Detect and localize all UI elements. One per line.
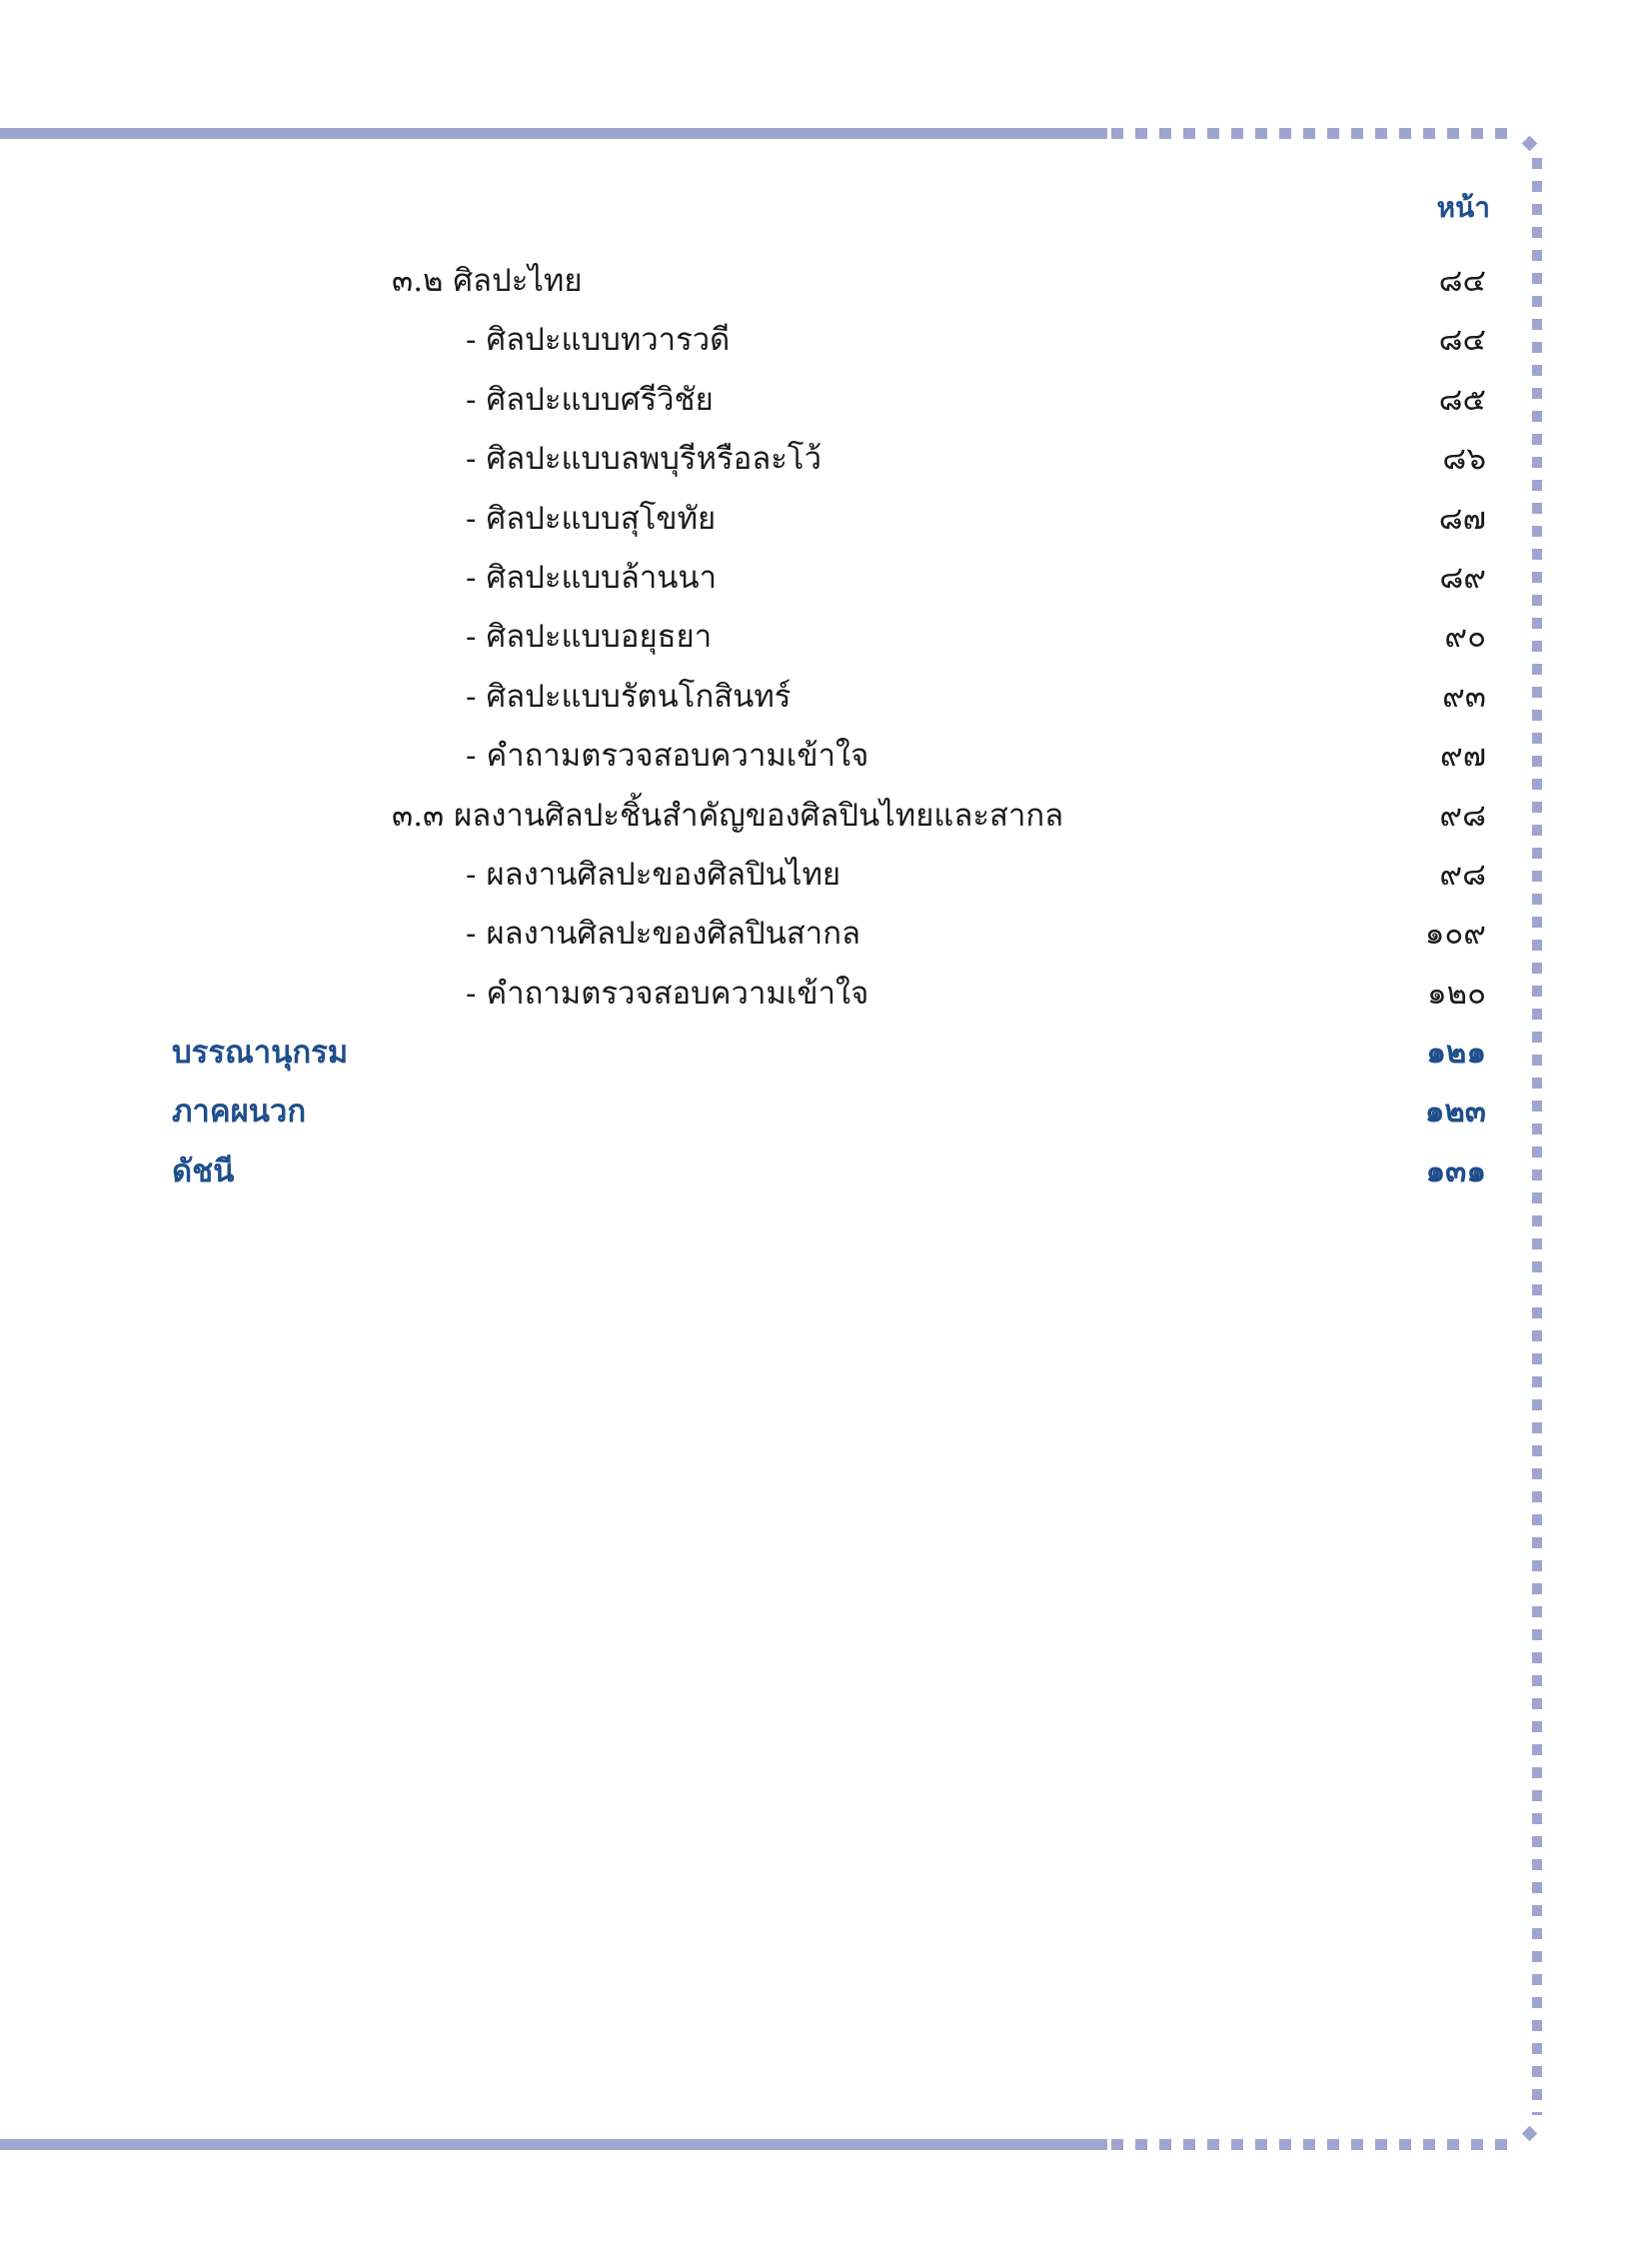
- toc-page-number: ๙๘: [1439, 856, 1486, 893]
- frame-top-line: [0, 128, 1107, 139]
- toc-page-number: ๘๔: [1438, 322, 1486, 359]
- toc-item-title: ผลงานศิลปะของศิลปินสากล: [486, 916, 860, 953]
- toc-item-title: ศิลปะแบบทวารวดี: [486, 322, 731, 359]
- toc-item[interactable]: [0, 608, 1652, 667]
- toc-item[interactable]: [0, 549, 1652, 608]
- toc-item-title: คำถามตรวจสอบความเข้าใจ: [486, 738, 869, 775]
- toc-back-title: ภาคผนวก: [172, 1094, 307, 1131]
- toc-item[interactable]: [0, 846, 1652, 905]
- section-number: ๓.๓: [392, 797, 445, 834]
- toc-section-label: [392, 252, 583, 311]
- toc-page-number: ๑๒๓: [1424, 1094, 1486, 1131]
- bullet-dash: -: [466, 738, 477, 775]
- toc-item[interactable]: [0, 965, 1652, 1024]
- bullet-dash: -: [466, 441, 477, 478]
- toc-item-title: ศิลปะแบบล้านนา: [486, 559, 718, 596]
- bullet-dash: -: [466, 678, 477, 715]
- toc-item[interactable]: [0, 490, 1652, 549]
- toc-item[interactable]: [0, 668, 1652, 727]
- bullet-dash: -: [466, 381, 477, 418]
- toc-back-appendix[interactable]: [0, 1083, 1652, 1141]
- bullet-dash: -: [466, 856, 477, 893]
- toc-page-number: ๘๕: [1438, 381, 1486, 418]
- bullet-dash: -: [466, 916, 477, 953]
- toc-page-number: ๑๓๑: [1425, 1152, 1486, 1189]
- toc-item-title: ผลงานศิลปะของศิลปินไทย: [486, 856, 841, 893]
- bullet-dash: -: [466, 619, 477, 656]
- toc-back-index[interactable]: [0, 1142, 1652, 1201]
- toc-page-number: ๙๗: [1439, 738, 1486, 775]
- page-column-header: หน้า: [1436, 191, 1490, 224]
- section-title: ศิลปะไทย: [453, 263, 583, 299]
- table-of-contents: [0, 252, 1652, 1201]
- toc-page-number: ๑๐๙: [1424, 916, 1486, 953]
- frame-corner-top-dot: [1522, 136, 1538, 152]
- toc-page-number: ๘๖: [1442, 441, 1486, 478]
- bullet-dash: -: [466, 322, 477, 359]
- bullet-dash: -: [466, 559, 477, 596]
- toc-page-number: ๙๐: [1444, 619, 1486, 656]
- bullet-dash: -: [466, 975, 477, 1012]
- toc-page-number: ๙๓: [1442, 678, 1486, 715]
- toc-item-title: ศิลปะแบบลพบุรีหรือละโว้: [486, 441, 822, 478]
- toc-item-title: ศิลปะแบบอยุธยา: [486, 619, 713, 656]
- toc-page-number: ๑๒๐: [1426, 975, 1486, 1012]
- section-number: ๓.๒: [392, 263, 444, 299]
- toc-section-label: [392, 787, 1063, 846]
- toc-item-title: ศิลปะแบบศรีวิชัย: [486, 381, 714, 418]
- toc-item-title: ศิลปะแบบรัตนโกสินทร์: [486, 678, 792, 715]
- section-title: ผลงานศิลปะชิ้นสำคัญของศิลปินไทยและสากล: [454, 797, 1064, 834]
- toc-item-title: คำถามตรวจสอบความเข้าใจ: [486, 975, 869, 1012]
- toc-back-bibliography[interactable]: [0, 1024, 1652, 1083]
- frame-bottom-line: [0, 2139, 1107, 2150]
- toc-item[interactable]: [0, 311, 1652, 370]
- frame-bottom-dashes: [1111, 2139, 1517, 2150]
- toc-page-number: ๘๗: [1438, 500, 1486, 537]
- toc-item[interactable]: [0, 727, 1652, 786]
- toc-page-number: ๙๘: [1439, 797, 1486, 834]
- toc-section-3-2[interactable]: [0, 252, 1652, 311]
- toc-item[interactable]: [0, 430, 1652, 489]
- toc-item[interactable]: [0, 371, 1652, 430]
- toc-back-title: ดัชนี: [172, 1152, 235, 1189]
- toc-item[interactable]: [0, 905, 1652, 964]
- toc-page-number: ๘๔: [1438, 263, 1486, 299]
- frame-top-dashes: [1111, 128, 1517, 139]
- toc-page-number: ๘๙: [1439, 559, 1486, 596]
- bullet-dash: -: [466, 500, 477, 537]
- toc-back-title: บรรณานุกรม: [172, 1035, 349, 1072]
- toc-section-3-3[interactable]: [0, 787, 1652, 846]
- toc-item-title: ศิลปะแบบสุโขทัย: [486, 500, 717, 537]
- frame-corner-bottom-dot: [1522, 2126, 1538, 2142]
- toc-page-number: ๑๒๑: [1426, 1035, 1486, 1072]
